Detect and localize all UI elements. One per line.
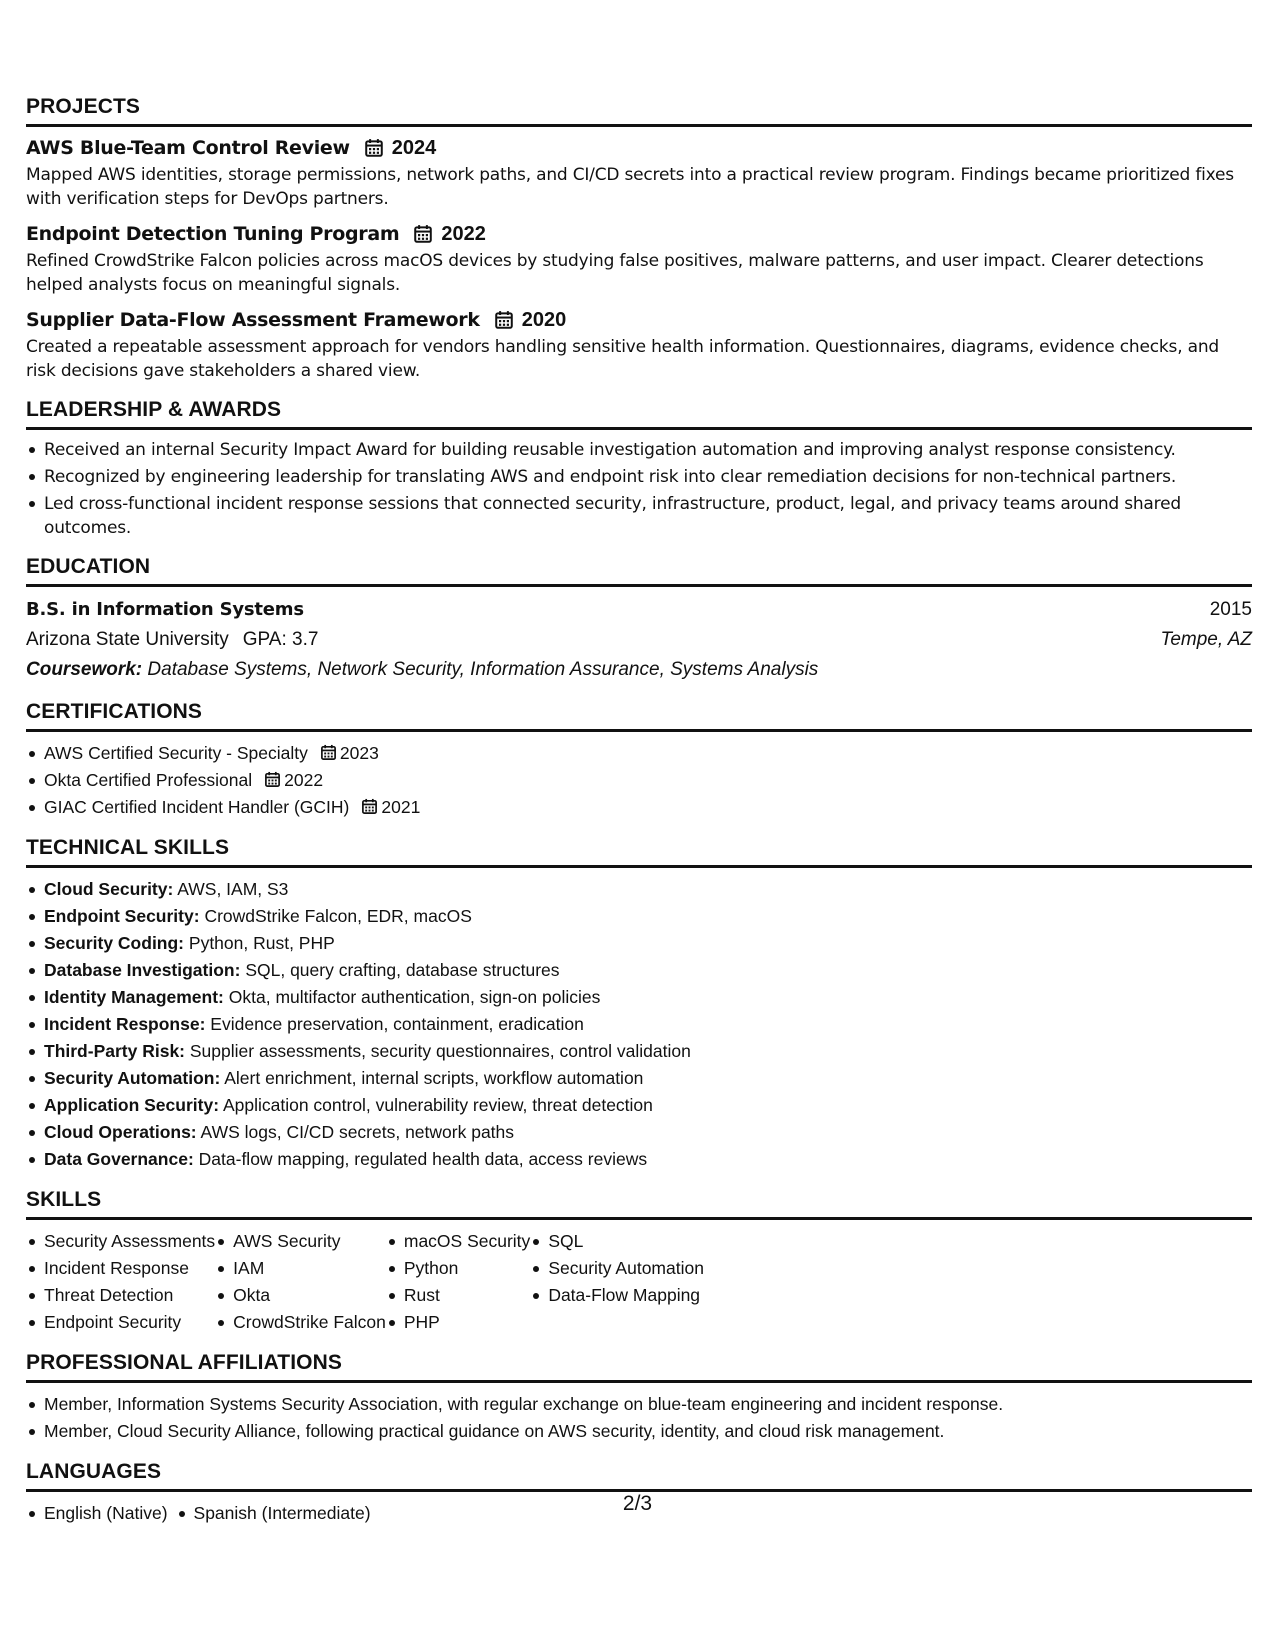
technical-skill-item xyxy=(44,876,1252,903)
affiliation-item: Member, Cloud Security Alliance, following practical guidance on AWS security, identity, and cloud risk management. xyxy=(44,1418,1252,1445)
language-item: Spanish (Intermediate) xyxy=(194,1500,371,1527)
skills-column xyxy=(215,1228,386,1336)
certification-year: 2022 xyxy=(284,770,324,790)
project-item xyxy=(26,307,1252,383)
education-section xyxy=(26,554,1252,685)
technical-skill-value: SQL, query crafting, database structures xyxy=(245,960,560,980)
skill-item: Data-Flow Mapping xyxy=(548,1282,704,1309)
section-title-skills: SKILLS xyxy=(26,1187,1252,1220)
projects-list xyxy=(26,135,1252,383)
section-title-affiliations: PROFESSIONAL AFFILIATIONS xyxy=(26,1350,1252,1383)
technical-skill-value: Supplier assessments, security questionnaires, control validation xyxy=(189,1041,691,1061)
certification-name: Okta Certified Professional xyxy=(44,770,253,790)
section-title-projects: PROJECTS xyxy=(26,94,1252,127)
coursework-label: Coursework: xyxy=(26,659,143,680)
leadership-item: Recognized by engineering leadership for translating AWS and endpoint risk into clear remediation decisions for non-technical partners. xyxy=(44,465,1252,489)
technical-skill-label: Cloud Security: xyxy=(44,879,174,899)
skill-item: Okta xyxy=(233,1282,386,1309)
education-gpa: GPA: 3.7 xyxy=(242,629,319,650)
leadership-section xyxy=(26,397,1252,540)
technical-skills-section xyxy=(26,835,1252,1173)
skills-column xyxy=(386,1228,530,1336)
resume-page xyxy=(26,94,1252,1541)
project-item xyxy=(26,135,1252,211)
section-title-leadership: LEADERSHIP & AWARDS xyxy=(26,397,1252,430)
technical-skill-label: Endpoint Security: xyxy=(44,906,200,926)
technical-skill-value: Data-flow mapping, regulated health data, access reviews xyxy=(198,1149,648,1169)
project-name: AWS Blue-Team Control Review xyxy=(26,137,350,159)
skill-item: PHP xyxy=(404,1309,530,1336)
project-name: Supplier Data-Flow Assessment Framework xyxy=(26,309,480,331)
calendar-icon xyxy=(361,798,378,815)
affiliation-item: Member, Information Systems Security Association, with regular exchange on blue-team engineering and incident response. xyxy=(44,1391,1252,1418)
technical-skill-label: Security Coding: xyxy=(44,933,185,953)
technical-skill-value: Python, Rust, PHP xyxy=(188,933,335,953)
technical-skill-item xyxy=(44,984,1252,1011)
technical-skill-value: AWS logs, CI/CD secrets, network paths xyxy=(200,1122,515,1142)
calendar-icon xyxy=(494,310,514,330)
skills-column xyxy=(530,1228,704,1336)
technical-skills-list xyxy=(26,876,1252,1173)
section-title-certifications: CERTIFICATIONS xyxy=(26,699,1252,732)
technical-skill-item xyxy=(44,1146,1252,1173)
section-title-education: EDUCATION xyxy=(26,554,1252,587)
project-name: Endpoint Detection Tuning Program xyxy=(26,223,400,245)
section-title-languages: LANGUAGES xyxy=(26,1459,1252,1492)
project-description: Mapped AWS identities, storage permissions, network paths, and CI/CD secrets into a practical review program. Findings became prioritized fixes with verification steps for DevOps partners. xyxy=(26,165,1234,209)
project-year: 2020 xyxy=(521,309,567,331)
certification-item xyxy=(44,767,1252,794)
skills-column xyxy=(26,1228,215,1336)
project-description: Created a repeatable assessment approach for vendors handling sensitive health information. Questionnaires, diagrams, evidence checks, and risk decisions gave stakeholders a shared view. xyxy=(26,337,1219,381)
education-location: Tempe, AZ xyxy=(1160,629,1252,650)
coursework-list: Database Systems, Network Security, Information Assurance, Systems Analysis xyxy=(147,659,819,680)
technical-skill-label: Data Governance: xyxy=(44,1149,194,1169)
certification-name: AWS Certified Security - Specialty xyxy=(44,743,308,763)
skill-item: Endpoint Security xyxy=(44,1309,215,1336)
education-degree: B.S. in Information Systems xyxy=(26,599,304,620)
education-year: 2015 xyxy=(1209,599,1252,620)
technical-skill-label: Cloud Operations: xyxy=(44,1122,197,1142)
technical-skill-item xyxy=(44,1119,1252,1146)
technical-skill-item xyxy=(44,930,1252,957)
technical-skill-item xyxy=(44,1092,1252,1119)
section-title-technical-skills: TECHNICAL SKILLS xyxy=(26,835,1252,868)
calendar-icon xyxy=(264,771,281,788)
skill-item: IAM xyxy=(233,1255,386,1282)
certification-year: 2021 xyxy=(381,797,421,817)
project-item xyxy=(26,221,1252,297)
skill-item: SQL xyxy=(548,1228,704,1255)
certifications-section xyxy=(26,699,1252,821)
skills-section xyxy=(26,1187,1252,1336)
technical-skill-value: Okta, multifactor authentication, sign-on policies xyxy=(228,987,601,1007)
skill-item: Python xyxy=(404,1255,530,1282)
education-school: Arizona State University xyxy=(26,629,229,650)
skill-item: CrowdStrike Falcon xyxy=(233,1309,386,1336)
technical-skill-value: CrowdStrike Falcon, EDR, macOS xyxy=(204,906,472,926)
project-year: 2024 xyxy=(391,137,437,159)
project-description: Refined CrowdStrike Falcon policies across macOS devices by studying false positives, malware patterns, and user impact. Clearer detections helped analysts focus on meaningful signals. xyxy=(26,251,1204,295)
technical-skill-label: Security Automation: xyxy=(44,1068,221,1088)
project-year: 2022 xyxy=(441,223,486,245)
technical-skill-label: Incident Response: xyxy=(44,1014,206,1034)
page-number: 2/3 xyxy=(622,1492,653,1515)
projects-section xyxy=(26,94,1252,383)
technical-skill-label: Application Security: xyxy=(44,1095,220,1115)
skills-grid xyxy=(26,1228,1252,1336)
skill-item: Incident Response xyxy=(44,1255,215,1282)
skill-item: AWS Security xyxy=(233,1228,386,1255)
certifications-list xyxy=(26,740,1252,821)
certification-item xyxy=(44,740,1252,767)
technical-skill-value: Alert enrichment, internal scripts, workflow automation xyxy=(224,1068,644,1088)
skill-item: Security Automation xyxy=(548,1255,704,1282)
leadership-item: Led cross-functional incident response sessions that connected security, infrastructure, product, legal, and privacy teams around shared outcomes. xyxy=(44,492,1252,540)
technical-skill-item xyxy=(44,1011,1252,1038)
technical-skill-value: AWS, IAM, S3 xyxy=(177,879,289,899)
technical-skill-value: Evidence preservation, containment, eradication xyxy=(210,1014,584,1034)
calendar-icon xyxy=(413,224,433,244)
calendar-icon xyxy=(320,744,337,761)
skill-item: Security Assessments xyxy=(44,1228,215,1255)
certification-name: GIAC Certified Incident Handler (GCIH) xyxy=(44,797,350,817)
affiliations-list xyxy=(26,1391,1252,1445)
technical-skill-item xyxy=(44,903,1252,930)
technical-skill-value: Application control, vulnerability review, threat detection xyxy=(222,1095,653,1115)
technical-skill-label: Database Investigation: xyxy=(44,960,241,980)
technical-skill-item xyxy=(44,1038,1252,1065)
language-item: English (Native) xyxy=(44,1500,168,1527)
leadership-list xyxy=(26,438,1252,540)
skill-item: Threat Detection xyxy=(44,1282,215,1309)
leadership-item: Received an internal Security Impact Award for building reusable investigation automation and improving analyst response consistency. xyxy=(44,438,1252,462)
skill-item: macOS Security xyxy=(404,1228,530,1255)
calendar-icon xyxy=(364,138,384,158)
technical-skill-label: Identity Management: xyxy=(44,987,224,1007)
skill-item: Rust xyxy=(404,1282,530,1309)
technical-skill-item xyxy=(44,957,1252,984)
affiliations-section xyxy=(26,1350,1252,1445)
technical-skill-label: Third-Party Risk: xyxy=(44,1041,185,1061)
certification-item xyxy=(44,794,1252,821)
certification-year: 2023 xyxy=(339,743,379,763)
technical-skill-item xyxy=(44,1065,1252,1092)
